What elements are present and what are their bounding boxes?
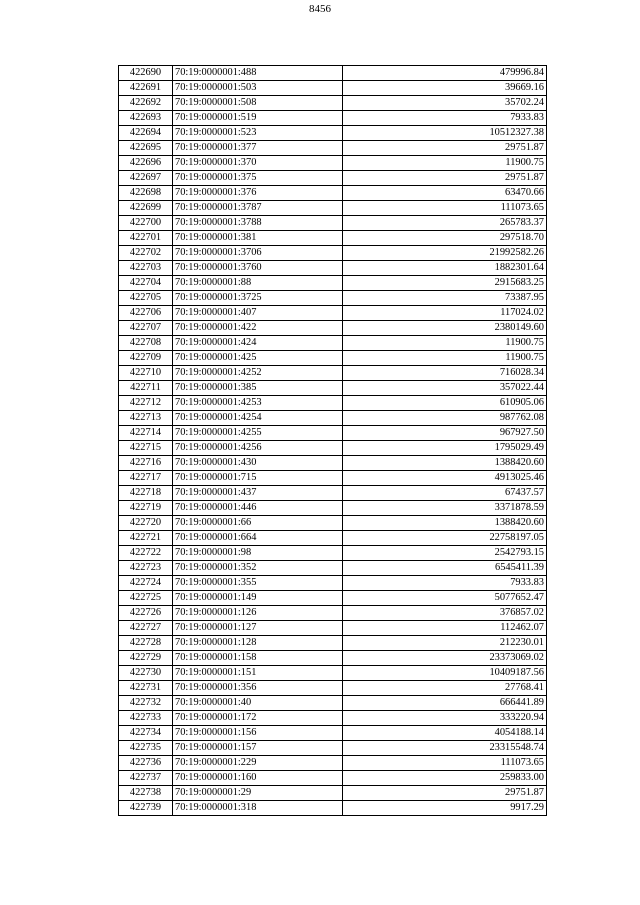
table-row xyxy=(119,441,547,456)
table-row xyxy=(119,621,547,636)
cadastral-number-cell: 70:19:0000001:229 xyxy=(173,756,343,771)
value-cell: 265783.37 xyxy=(343,216,547,231)
table-row xyxy=(119,126,547,141)
table-row xyxy=(119,696,547,711)
cadastral-number-cell: 70:19:0000001:355 xyxy=(173,576,343,591)
value-cell: 7933.83 xyxy=(343,576,547,591)
table-row xyxy=(119,276,547,291)
row-id-cell: 422704 xyxy=(119,276,173,291)
table-row xyxy=(119,381,547,396)
cadastral-number-cell: 70:19:0000001:422 xyxy=(173,321,343,336)
table-row xyxy=(119,321,547,336)
row-id-cell: 422710 xyxy=(119,366,173,381)
cadastral-number-cell: 70:19:0000001:4254 xyxy=(173,411,343,426)
value-cell: 967927.50 xyxy=(343,426,547,441)
value-cell: 1388420.60 xyxy=(343,516,547,531)
table-row xyxy=(119,261,547,276)
row-id-cell: 422734 xyxy=(119,726,173,741)
row-id-cell: 422702 xyxy=(119,246,173,261)
value-cell: 333220.94 xyxy=(343,711,547,726)
row-id-cell: 422738 xyxy=(119,786,173,801)
row-id-cell: 422727 xyxy=(119,621,173,636)
cadastral-number-cell: 70:19:0000001:318 xyxy=(173,801,343,816)
value-cell: 1795029.49 xyxy=(343,441,547,456)
row-id-cell: 422705 xyxy=(119,291,173,306)
table-row xyxy=(119,741,547,756)
cadastral-number-cell: 70:19:0000001:126 xyxy=(173,606,343,621)
row-id-cell: 422732 xyxy=(119,696,173,711)
row-id-cell: 422724 xyxy=(119,576,173,591)
value-cell: 357022.44 xyxy=(343,381,547,396)
row-id-cell: 422696 xyxy=(119,156,173,171)
value-cell: 5077652.47 xyxy=(343,591,547,606)
value-cell: 39669.16 xyxy=(343,81,547,96)
table-row xyxy=(119,651,547,666)
table-row xyxy=(119,81,547,96)
table-row xyxy=(119,531,547,546)
row-id-cell: 422699 xyxy=(119,201,173,216)
table-row xyxy=(119,546,547,561)
cadastral-number-cell: 70:19:0000001:376 xyxy=(173,186,343,201)
value-cell: 376857.02 xyxy=(343,606,547,621)
value-cell: 297518.70 xyxy=(343,231,547,246)
row-id-cell: 422693 xyxy=(119,111,173,126)
value-cell: 1388420.60 xyxy=(343,456,547,471)
cadastral-number-cell: 70:19:0000001:127 xyxy=(173,621,343,636)
table-row xyxy=(119,681,547,696)
cadastral-number-cell: 70:19:0000001:437 xyxy=(173,486,343,501)
cadastral-number-cell: 70:19:0000001:158 xyxy=(173,651,343,666)
cadastral-number-cell: 70:19:0000001:98 xyxy=(173,546,343,561)
row-id-cell: 422709 xyxy=(119,351,173,366)
value-cell: 11900.75 xyxy=(343,336,547,351)
value-cell: 1882301.64 xyxy=(343,261,547,276)
cadastral-number-cell: 70:19:0000001:3760 xyxy=(173,261,343,276)
row-id-cell: 422739 xyxy=(119,801,173,816)
table-row xyxy=(119,756,547,771)
cadastral-number-cell: 70:19:0000001:66 xyxy=(173,516,343,531)
value-cell: 23315548.74 xyxy=(343,741,547,756)
value-cell: 23373069.02 xyxy=(343,651,547,666)
table-row xyxy=(119,396,547,411)
table-row xyxy=(119,576,547,591)
value-cell: 2380149.60 xyxy=(343,321,547,336)
row-id-cell: 422725 xyxy=(119,591,173,606)
row-id-cell: 422733 xyxy=(119,711,173,726)
row-id-cell: 422714 xyxy=(119,426,173,441)
cadastral-number-cell: 70:19:0000001:424 xyxy=(173,336,343,351)
value-cell: 9917.29 xyxy=(343,801,547,816)
table-row xyxy=(119,186,547,201)
value-cell: 10409187.56 xyxy=(343,666,547,681)
table-row xyxy=(119,411,547,426)
value-cell: 716028.34 xyxy=(343,366,547,381)
row-id-cell: 422706 xyxy=(119,306,173,321)
table-row xyxy=(119,471,547,486)
table-row xyxy=(119,336,547,351)
table-row xyxy=(119,726,547,741)
cadastral-number-cell: 70:19:0000001:88 xyxy=(173,276,343,291)
table-row xyxy=(119,291,547,306)
row-id-cell: 422695 xyxy=(119,141,173,156)
page-number: 8456 xyxy=(309,3,331,15)
value-cell: 63470.66 xyxy=(343,186,547,201)
cadastral-number-cell: 70:19:0000001:40 xyxy=(173,696,343,711)
table-row xyxy=(119,591,547,606)
cadastral-number-cell: 70:19:0000001:664 xyxy=(173,531,343,546)
value-cell: 117024.02 xyxy=(343,306,547,321)
table-row xyxy=(119,456,547,471)
table-row xyxy=(119,501,547,516)
value-cell: 111073.65 xyxy=(343,201,547,216)
row-id-cell: 422703 xyxy=(119,261,173,276)
row-id-cell: 422719 xyxy=(119,501,173,516)
table-row xyxy=(119,606,547,621)
table-row xyxy=(119,786,547,801)
value-cell: 29751.87 xyxy=(343,171,547,186)
value-cell: 73387.95 xyxy=(343,291,547,306)
cadastral-number-cell: 70:19:0000001:3725 xyxy=(173,291,343,306)
cadastral-number-cell: 70:19:0000001:172 xyxy=(173,711,343,726)
cadastral-number-cell: 70:19:0000001:4255 xyxy=(173,426,343,441)
cadastral-number-cell: 70:19:0000001:352 xyxy=(173,561,343,576)
cadastral-number-cell: 70:19:0000001:3788 xyxy=(173,216,343,231)
row-id-cell: 422691 xyxy=(119,81,173,96)
value-cell: 259833.00 xyxy=(343,771,547,786)
value-cell: 2915683.25 xyxy=(343,276,547,291)
table-row xyxy=(119,771,547,786)
value-cell: 29751.87 xyxy=(343,786,547,801)
row-id-cell: 422711 xyxy=(119,381,173,396)
table-row xyxy=(119,66,547,81)
cadastral-number-cell: 70:19:0000001:4256 xyxy=(173,441,343,456)
table-row xyxy=(119,516,547,531)
row-id-cell: 422717 xyxy=(119,471,173,486)
value-cell: 6545411.39 xyxy=(343,561,547,576)
row-id-cell: 422715 xyxy=(119,441,173,456)
table-row xyxy=(119,96,547,111)
cadastral-number-cell: 70:19:0000001:425 xyxy=(173,351,343,366)
row-id-cell: 422697 xyxy=(119,171,173,186)
value-cell: 479996.84 xyxy=(343,66,547,81)
row-id-cell: 422720 xyxy=(119,516,173,531)
cadastral-number-cell: 70:19:0000001:488 xyxy=(173,66,343,81)
value-cell: 112462.07 xyxy=(343,621,547,636)
cadastral-number-cell: 70:19:0000001:715 xyxy=(173,471,343,486)
row-id-cell: 422718 xyxy=(119,486,173,501)
row-id-cell: 422694 xyxy=(119,126,173,141)
value-cell: 22758197.05 xyxy=(343,531,547,546)
cadastral-number-cell: 70:19:0000001:149 xyxy=(173,591,343,606)
value-cell: 4913025.46 xyxy=(343,471,547,486)
cadastral-number-cell: 70:19:0000001:157 xyxy=(173,741,343,756)
table-row xyxy=(119,666,547,681)
value-cell: 11900.75 xyxy=(343,351,547,366)
row-id-cell: 422730 xyxy=(119,666,173,681)
cadastral-number-cell: 70:19:0000001:523 xyxy=(173,126,343,141)
value-cell: 7933.83 xyxy=(343,111,547,126)
table-row xyxy=(119,801,547,816)
row-id-cell: 422729 xyxy=(119,651,173,666)
cadastral-value-table xyxy=(118,65,547,816)
cadastral-number-cell: 70:19:0000001:4253 xyxy=(173,396,343,411)
cadastral-number-cell: 70:19:0000001:3706 xyxy=(173,246,343,261)
row-id-cell: 422735 xyxy=(119,741,173,756)
table-row xyxy=(119,111,547,126)
row-id-cell: 422721 xyxy=(119,531,173,546)
cadastral-number-cell: 70:19:0000001:151 xyxy=(173,666,343,681)
table-body xyxy=(119,66,547,816)
row-id-cell: 422713 xyxy=(119,411,173,426)
cadastral-number-cell: 70:19:0000001:377 xyxy=(173,141,343,156)
cadastral-number-cell: 70:19:0000001:381 xyxy=(173,231,343,246)
cadastral-number-cell: 70:19:0000001:519 xyxy=(173,111,343,126)
table-row xyxy=(119,486,547,501)
value-cell: 212230.01 xyxy=(343,636,547,651)
table-row xyxy=(119,216,547,231)
table-row xyxy=(119,711,547,726)
cadastral-number-cell: 70:19:0000001:503 xyxy=(173,81,343,96)
row-id-cell: 422698 xyxy=(119,186,173,201)
cadastral-number-cell: 70:19:0000001:370 xyxy=(173,156,343,171)
table-row xyxy=(119,636,547,651)
cadastral-number-cell: 70:19:0000001:375 xyxy=(173,171,343,186)
table-row xyxy=(119,351,547,366)
table-row xyxy=(119,141,547,156)
cadastral-number-cell: 70:19:0000001:356 xyxy=(173,681,343,696)
row-id-cell: 422701 xyxy=(119,231,173,246)
cadastral-number-cell: 70:19:0000001:385 xyxy=(173,381,343,396)
table-row xyxy=(119,201,547,216)
value-cell: 3371878.59 xyxy=(343,501,547,516)
value-cell: 111073.65 xyxy=(343,756,547,771)
table-row xyxy=(119,171,547,186)
cadastral-number-cell: 70:19:0000001:156 xyxy=(173,726,343,741)
value-cell: 610905.06 xyxy=(343,396,547,411)
table-row xyxy=(119,426,547,441)
cadastral-number-cell: 70:19:0000001:29 xyxy=(173,786,343,801)
cadastral-number-cell: 70:19:0000001:446 xyxy=(173,501,343,516)
value-cell: 29751.87 xyxy=(343,141,547,156)
value-cell: 10512327.38 xyxy=(343,126,547,141)
table-row xyxy=(119,561,547,576)
row-id-cell: 422728 xyxy=(119,636,173,651)
row-id-cell: 422726 xyxy=(119,606,173,621)
value-cell: 987762.08 xyxy=(343,411,547,426)
cadastral-number-cell: 70:19:0000001:160 xyxy=(173,771,343,786)
value-cell: 35702.24 xyxy=(343,96,547,111)
row-id-cell: 422692 xyxy=(119,96,173,111)
cadastral-number-cell: 70:19:0000001:128 xyxy=(173,636,343,651)
row-id-cell: 422708 xyxy=(119,336,173,351)
value-cell: 21992582.26 xyxy=(343,246,547,261)
cadastral-number-cell: 70:19:0000001:407 xyxy=(173,306,343,321)
row-id-cell: 422731 xyxy=(119,681,173,696)
table-row xyxy=(119,366,547,381)
cadastral-number-cell: 70:19:0000001:3787 xyxy=(173,201,343,216)
row-id-cell: 422736 xyxy=(119,756,173,771)
row-id-cell: 422716 xyxy=(119,456,173,471)
row-id-cell: 422737 xyxy=(119,771,173,786)
value-cell: 27768.41 xyxy=(343,681,547,696)
table-row xyxy=(119,156,547,171)
value-cell: 2542793.15 xyxy=(343,546,547,561)
cadastral-number-cell: 70:19:0000001:430 xyxy=(173,456,343,471)
row-id-cell: 422690 xyxy=(119,66,173,81)
row-id-cell: 422700 xyxy=(119,216,173,231)
row-id-cell: 422712 xyxy=(119,396,173,411)
value-cell: 4054188.14 xyxy=(343,726,547,741)
cadastral-number-cell: 70:19:0000001:508 xyxy=(173,96,343,111)
row-id-cell: 422722 xyxy=(119,546,173,561)
table-row xyxy=(119,306,547,321)
value-cell: 666441.89 xyxy=(343,696,547,711)
row-id-cell: 422723 xyxy=(119,561,173,576)
cadastral-number-cell: 70:19:0000001:4252 xyxy=(173,366,343,381)
value-cell: 11900.75 xyxy=(343,156,547,171)
value-cell: 67437.57 xyxy=(343,486,547,501)
table-row xyxy=(119,231,547,246)
table-row xyxy=(119,246,547,261)
row-id-cell: 422707 xyxy=(119,321,173,336)
